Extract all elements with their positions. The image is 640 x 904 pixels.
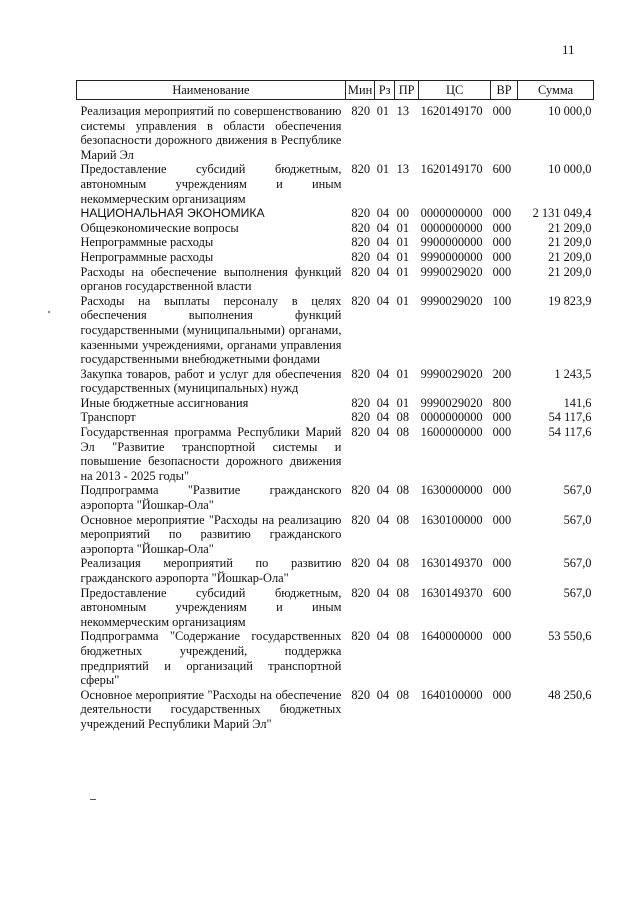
row-cs-cell: 9990029020 [420, 366, 483, 381]
row-min-cell: 820 [351, 104, 371, 118]
row-name-cell: Основное мероприятие "Расходы на обеспечение деятельности государственных бюджетных учреждений Республики Марий Эл" [80, 687, 342, 731]
row-sum-cell: 1 243,5 [554, 366, 592, 381]
table-row [77, 221, 594, 236]
table-row [77, 250, 594, 265]
row-name-cell: НАЦИОНАЛЬНАЯ ЭКОНОМИКА [80, 206, 265, 221]
row-name-cell: Предоставление субсидий бюджетным, автономным учреждениям и иным некоммерческим организациям [80, 162, 342, 206]
row-vr-cell: 600 [492, 585, 512, 600]
row-pr-cell: 08 [396, 410, 410, 425]
row-rz-cell: 04 [376, 220, 390, 235]
row-min-cell: 820 [351, 235, 371, 250]
header-sum: Сумма [518, 81, 594, 100]
row-min-cell: 820 [351, 483, 371, 498]
table-row [77, 629, 594, 687]
row-sum-cell: 54 117,6 [548, 410, 592, 425]
row-rz-cell: 04 [376, 235, 390, 250]
row-name-cell: Реализация мероприятий по развитию гражданского аэропорта "Йошкар-Ола" [80, 556, 342, 585]
row-vr-cell: 000 [492, 687, 512, 702]
row-min-cell: 820 [351, 220, 371, 235]
table-row [77, 206, 594, 221]
row-vr-cell: 000 [492, 410, 512, 425]
row-cs-cell: 1640000000 [420, 629, 483, 644]
table-row [77, 586, 594, 630]
row-pr-cell: 08 [396, 512, 410, 527]
row-min-cell: 820 [351, 512, 371, 527]
row-sum-cell: 10 000,0 [548, 162, 592, 177]
row-sum-cell: 567,0 [563, 585, 592, 600]
row-cs-cell: 1630100000 [420, 512, 483, 527]
row-vr-cell: 000 [492, 483, 512, 498]
row-pr-cell: 08 [396, 556, 410, 571]
row-min-cell: 820 [351, 629, 371, 644]
row-pr-cell: 13 [396, 104, 410, 118]
table-row [77, 235, 594, 250]
budget-table [76, 80, 594, 732]
row-min-cell: 820 [351, 395, 371, 410]
table-body [77, 100, 594, 732]
row-min-cell: 820 [351, 293, 371, 308]
row-cs-cell: 1630149370 [420, 556, 483, 571]
row-rz-cell: 01 [376, 162, 390, 177]
row-sum-cell: 54 117,6 [548, 425, 592, 440]
row-name-cell: Непрограммные расходы [80, 249, 214, 264]
header-min: Мин [345, 81, 374, 100]
table-row [77, 100, 594, 163]
row-pr-cell: 01 [396, 366, 410, 381]
row-vr-cell: 800 [492, 395, 512, 410]
row-cs-cell: 1620149170 [420, 162, 483, 177]
header-name: Наименование [77, 81, 346, 100]
row-rz-cell: 04 [376, 249, 390, 264]
row-sum-cell: 21 209,0 [548, 235, 592, 250]
row-name-cell: Расходы на обеспечение выполнения функций органов государственной власти [80, 264, 342, 294]
row-name-cell: Государственная программа Республики Марий Эл "Развитие транспортной системы и повышение безопасности дорожного движения на 2013 - 2025 годы" [80, 425, 342, 483]
row-vr-cell: 600 [492, 162, 512, 177]
row-pr-cell: 01 [396, 220, 410, 235]
row-rz-cell: 04 [376, 293, 390, 308]
row-name-cell: Расходы на выплаты персоналу в целях обеспечения выполнения функций государственными (муниципальными) органами, казенными учреждениями, органами управления государственными внебюджетными фондами [80, 293, 342, 367]
row-sum-cell: 2 131 049,4 [532, 206, 592, 221]
row-pr-cell: 00 [396, 206, 410, 221]
row-vr-cell: 000 [492, 249, 512, 264]
row-min-cell: 820 [351, 585, 371, 600]
row-min-cell: 820 [351, 687, 371, 702]
row-rz-cell: 04 [376, 556, 390, 571]
row-min-cell: 820 [351, 264, 371, 279]
scan-speck [90, 799, 96, 800]
row-min-cell: 820 [351, 366, 371, 381]
row-rz-cell: 04 [376, 410, 390, 425]
row-pr-cell: 01 [396, 264, 410, 279]
row-rz-cell: 04 [376, 585, 390, 600]
row-cs-cell: 9990029020 [420, 395, 483, 410]
scan-speck [48, 311, 50, 313]
table-row [77, 162, 594, 206]
row-cs-cell: 1620149170 [420, 104, 483, 118]
row-sum-cell: 21 209,0 [548, 249, 592, 264]
row-name-cell: Основное мероприятие "Расходы на реализацию мероприятий по развитию гражданского аэропорта "Йошкар-Ола" [80, 512, 342, 556]
table-row [77, 396, 594, 411]
row-pr-cell: 08 [396, 425, 410, 440]
header-cs: ЦС [419, 81, 491, 100]
row-pr-cell: 01 [396, 293, 410, 308]
table-row [77, 483, 594, 512]
row-sum-cell: 21 209,0 [548, 264, 592, 279]
row-cs-cell: 9900000000 [420, 235, 483, 250]
row-name-cell: Подпрограмма "Содержание государственных бюджетных учреждений, поддержка предприятий и организаций транспортной сферы" [80, 629, 342, 688]
row-rz-cell: 04 [376, 366, 390, 381]
row-vr-cell: 100 [492, 293, 512, 308]
row-name-cell: Предоставление субсидий бюджетным, автономным учреждениям и иным некоммерческим организациям [80, 585, 342, 629]
row-pr-cell: 08 [396, 585, 410, 600]
row-rz-cell: 04 [376, 629, 390, 644]
header-rz: Рз [375, 81, 395, 100]
row-pr-cell: 01 [396, 395, 410, 410]
row-vr-cell: 000 [492, 629, 512, 644]
row-pr-cell: 08 [396, 629, 410, 644]
table-row [77, 294, 594, 367]
row-sum-cell: 53 550,6 [548, 629, 592, 644]
row-sum-cell: 567,0 [563, 483, 592, 498]
row-rz-cell: 01 [376, 104, 390, 118]
row-name-cell: Иные бюджетные ассигнования [80, 395, 249, 410]
row-vr-cell: 000 [492, 206, 512, 221]
row-vr-cell: 000 [492, 235, 512, 250]
row-vr-cell: 000 [492, 556, 512, 571]
table-header-row [77, 81, 594, 100]
row-cs-cell: 1640100000 [420, 687, 483, 702]
table-row [77, 425, 594, 483]
row-rz-cell: 04 [376, 395, 390, 410]
row-pr-cell: 01 [396, 249, 410, 264]
row-rz-cell: 04 [376, 687, 390, 702]
row-min-cell: 820 [351, 162, 371, 177]
row-cs-cell: 0000000000 [420, 206, 483, 221]
table-row [77, 513, 594, 557]
row-vr-cell: 000 [492, 264, 512, 279]
row-sum-cell: 141,6 [563, 395, 592, 410]
row-name-cell: Подпрограмма "Развитие гражданского аэропорта "Йошкар-Ола" [80, 483, 342, 513]
row-name-cell: Реализация мероприятий по совершенствованию системы управления в области обеспечения безопасности дорожного движения в Республике Марий Эл [80, 104, 342, 162]
row-min-cell: 820 [351, 410, 371, 425]
row-cs-cell: 0000000000 [420, 410, 483, 425]
row-cs-cell: 1630149370 [420, 585, 483, 600]
row-sum-cell: 21 209,0 [548, 220, 592, 235]
row-sum-cell: 10 000,0 [548, 104, 592, 118]
table-row [77, 688, 594, 732]
row-cs-cell: 1630000000 [420, 483, 483, 498]
row-min-cell: 820 [351, 206, 371, 221]
table-row [77, 410, 594, 425]
row-vr-cell: 000 [492, 425, 512, 440]
row-vr-cell: 200 [492, 366, 512, 381]
page-number: 11 [562, 42, 575, 57]
row-cs-cell: 1600000000 [420, 425, 483, 440]
table-row [77, 556, 594, 585]
header-vr: ВР [491, 81, 518, 100]
row-rz-cell: 04 [376, 206, 390, 221]
row-pr-cell: 01 [396, 235, 410, 250]
row-rz-cell: 04 [376, 512, 390, 527]
row-rz-cell: 04 [376, 425, 390, 440]
row-cs-cell: 9990000000 [420, 249, 483, 264]
row-cs-cell: 9990029020 [420, 264, 483, 279]
row-sum-cell: 48 250,6 [548, 687, 592, 702]
header-pr: ПР [395, 81, 419, 100]
row-pr-cell: 08 [396, 483, 410, 498]
row-name-cell: Непрограммные расходы [80, 235, 214, 250]
row-vr-cell: 000 [492, 220, 512, 235]
table-row [77, 265, 594, 294]
row-pr-cell: 13 [396, 162, 410, 177]
row-min-cell: 820 [351, 425, 371, 440]
row-sum-cell: 567,0 [563, 512, 592, 527]
row-min-cell: 820 [351, 249, 371, 264]
row-name-cell: Закупка товаров, работ и услуг для обеспечения государственных (муниципальных) нужд [80, 366, 342, 396]
row-rz-cell: 04 [376, 264, 390, 279]
row-rz-cell: 04 [376, 483, 390, 498]
row-sum-cell: 19 823,9 [548, 293, 592, 308]
row-cs-cell: 9990029020 [420, 293, 483, 308]
row-min-cell: 820 [351, 556, 371, 571]
row-vr-cell: 000 [492, 512, 512, 527]
row-pr-cell: 08 [396, 687, 410, 702]
table-row [77, 367, 594, 396]
row-name-cell: Общеэкономические вопросы [80, 220, 239, 235]
row-vr-cell: 000 [492, 104, 512, 118]
row-sum-cell: 567,0 [563, 556, 592, 571]
row-name-cell: Транспорт [80, 410, 136, 425]
row-cs-cell: 0000000000 [420, 220, 483, 235]
